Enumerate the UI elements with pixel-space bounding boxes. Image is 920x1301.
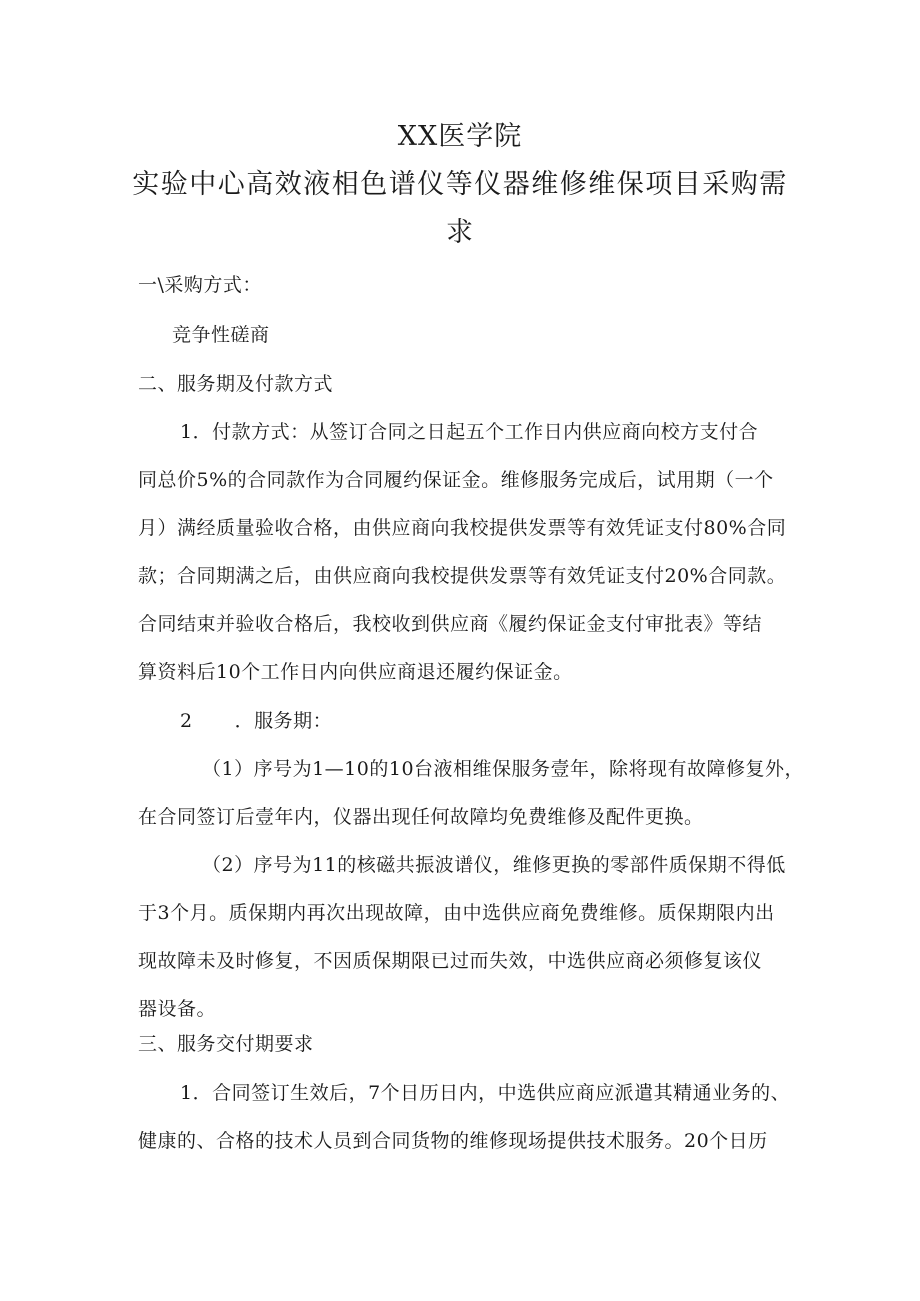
section-1-content: 竞争性磋商 — [172, 324, 270, 346]
section-2-heading: 二、服务期及付款方式 — [138, 373, 334, 395]
paragraph-line: 合同结束并验收合格后，我校收到供应商《履约保证金支付审批表》等结 — [138, 613, 763, 635]
paragraph-line: 1．付款方式：从签订合同之日起五个工作日内供应商向校方支付合 — [180, 421, 759, 443]
paragraph-line: 1．合同签订生效后，7个日历日内，中选供应商应派遣其精通业务的、 — [180, 1082, 791, 1104]
paragraph-line: （2）序号为11的核磁共振波谱仪，维修更换的零部件质保期不得低 — [202, 854, 786, 876]
paragraph-line: 现故障未及时修复，不因质保期限已过而失效，中选供应商必须修复该仪 — [138, 950, 763, 972]
section-1-heading: 一\采购方式： — [138, 274, 262, 296]
item-2-label: ．服务期： — [234, 710, 333, 732]
paragraph-line: 健康的、合格的技术人员到合同货物的维修现场提供技术服务。20个日历 — [138, 1130, 768, 1152]
item-2-heading — [180, 706, 332, 733]
item-2-number: 2 — [180, 710, 193, 732]
paragraph-line: 器设备。 — [138, 998, 217, 1020]
paragraph-line: 算资料后10个工作日内向供应商退还履约保证金。 — [138, 661, 573, 683]
paragraph-line: 款；合同期满之后，由供应商向我校提供发票等有效凭证支付20%合同款。 — [138, 565, 787, 587]
paragraph-line: 于3个月。质保期内再次出现故障，由中选供应商免费维修。质保期限内出 — [138, 902, 775, 924]
section-3-heading: 三、服务交付期要求 — [138, 1033, 314, 1055]
document-title-line-3: 求 — [446, 217, 474, 248]
paragraph-line: 同总价5%的合同款作为合同履约保证金。维修服务完成后，试用期（一个 — [138, 469, 774, 491]
paragraph-line: 在合同签订后壹年内，仪器出现任何故障均免费维修及配件更换。 — [138, 806, 704, 828]
paragraph-line: （1）序号为1—10的10台液相维保服务壹年，除将现有故障修复外， — [202, 758, 805, 780]
document-title-line-1: XX医学院 — [397, 121, 523, 152]
document-title-line-2: 实验中心高效液相色谱仪等仪器维修维保项目采购需 — [132, 169, 788, 200]
paragraph-line: 月）满经质量验收合格，由供应商向我校提供发票等有效凭证支付80%合同 — [138, 517, 787, 539]
